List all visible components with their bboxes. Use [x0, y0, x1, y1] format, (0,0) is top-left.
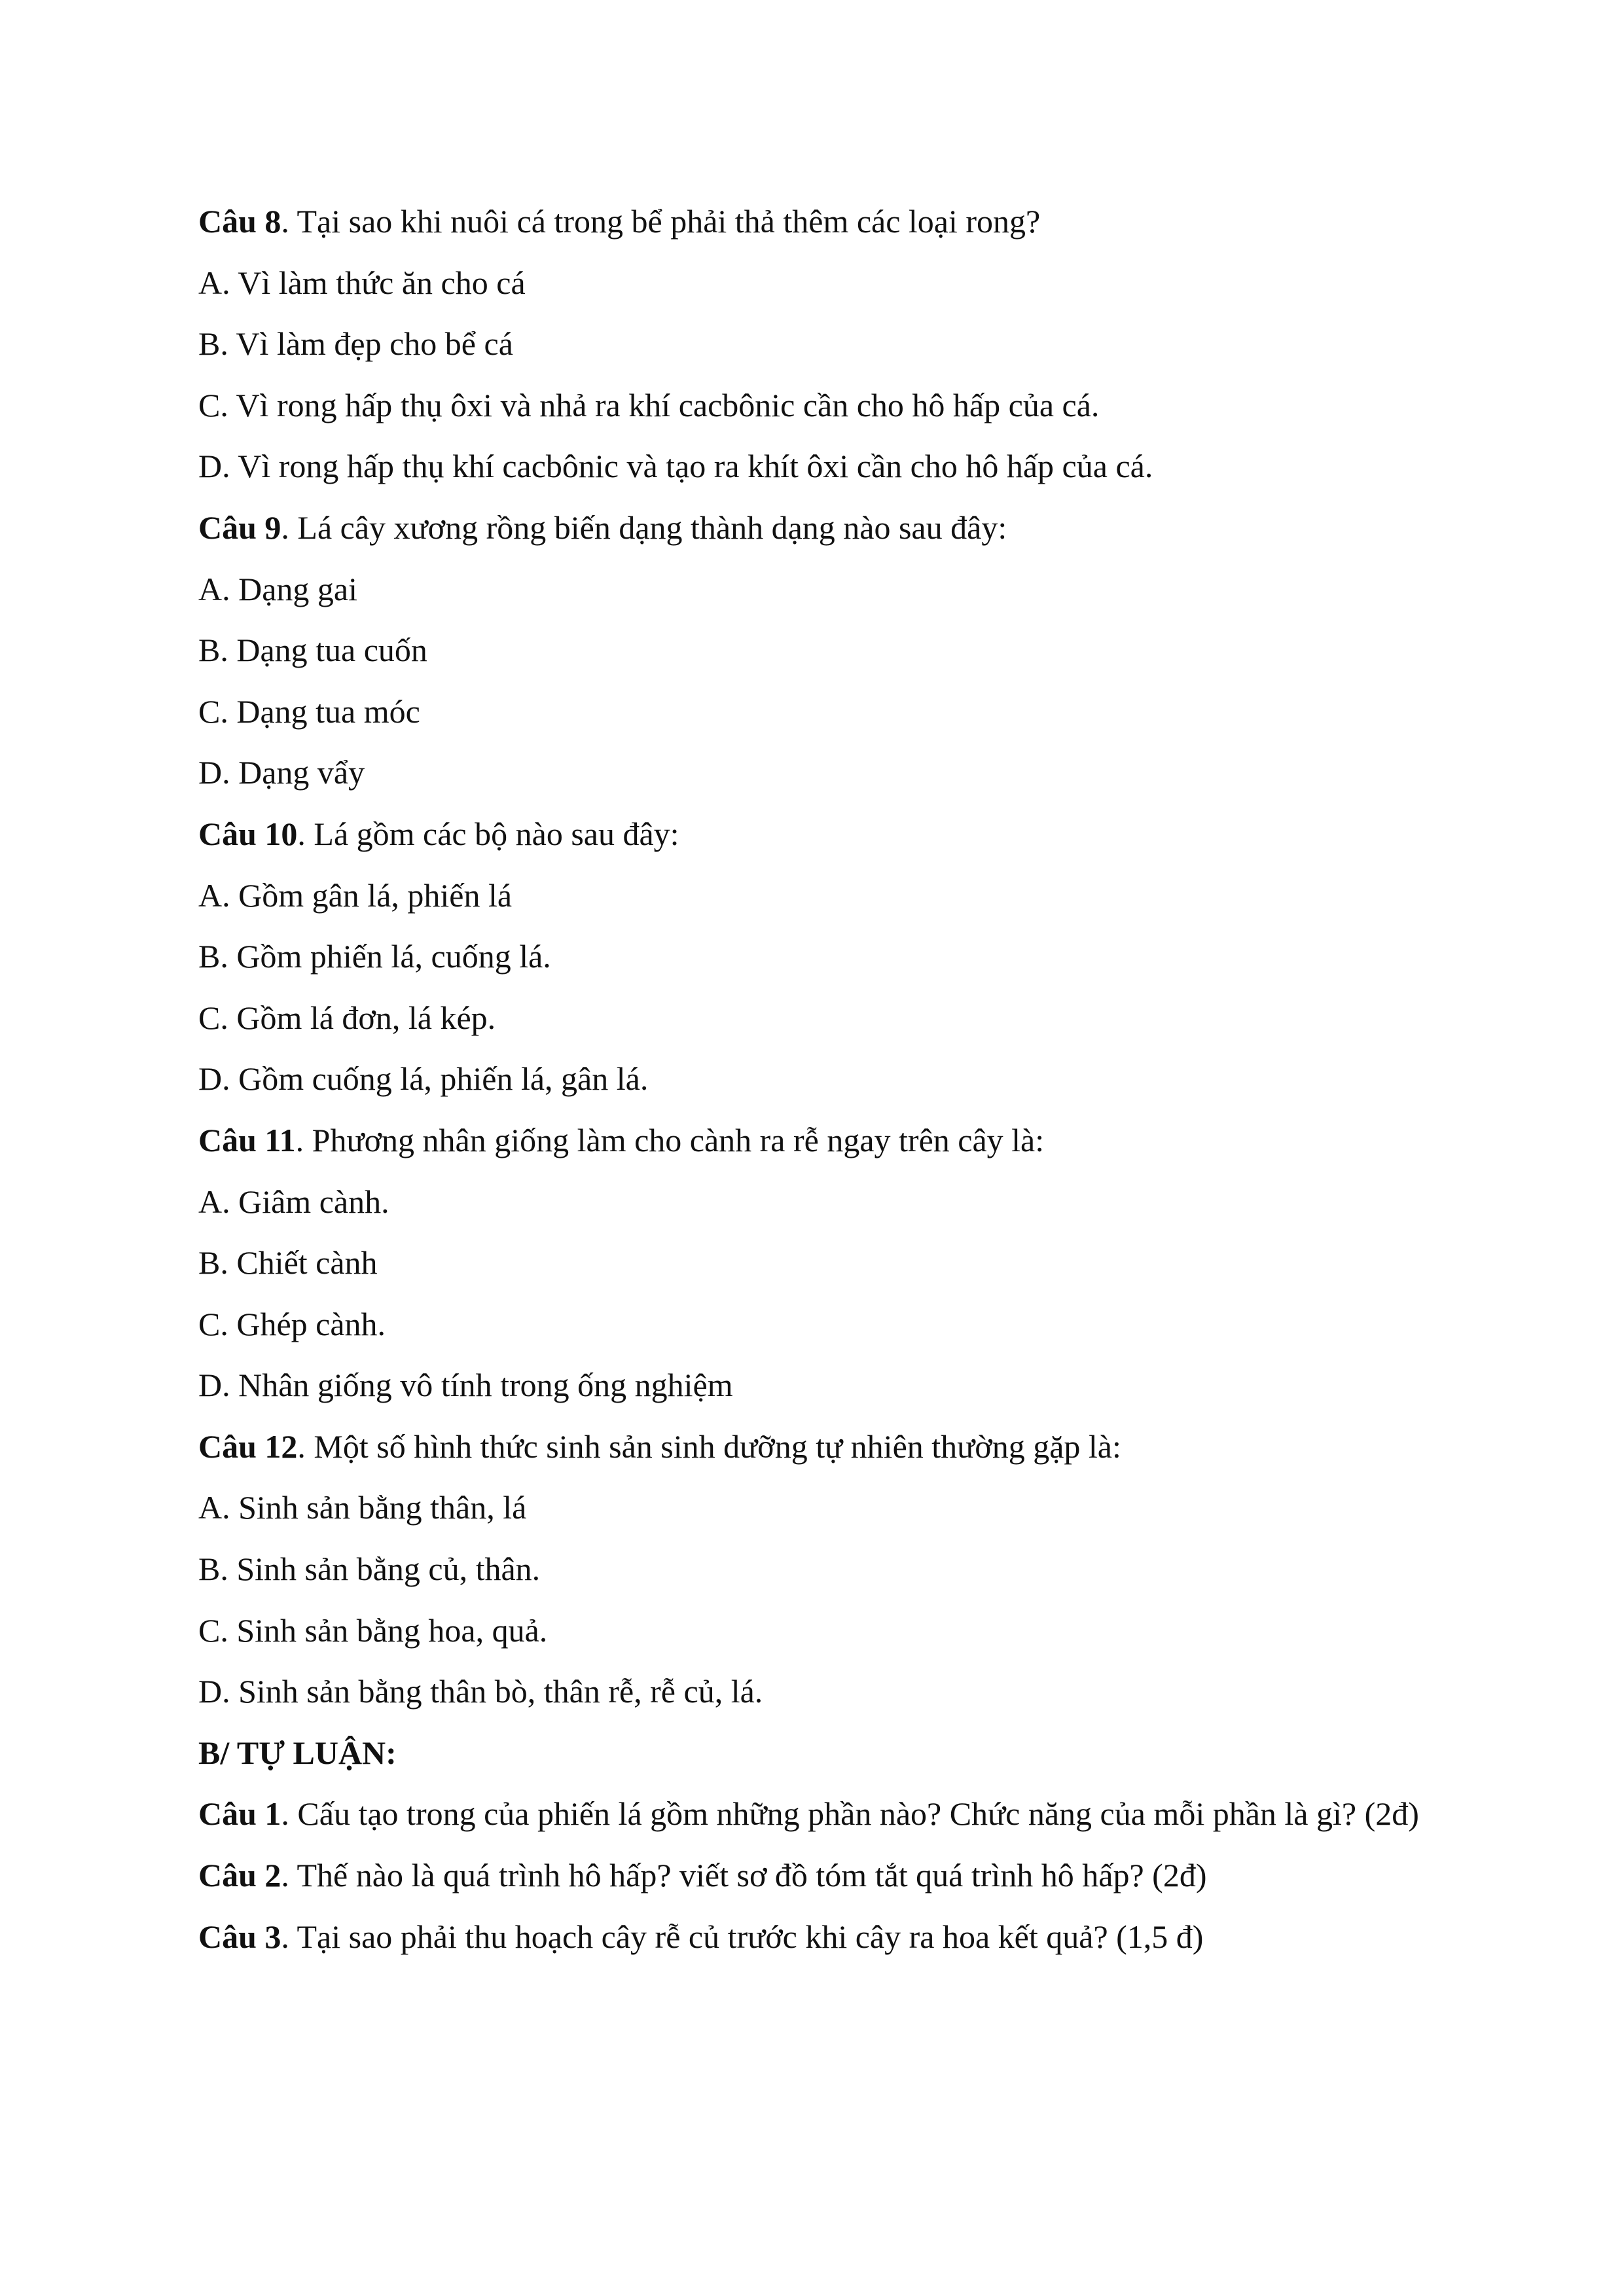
essay-question-3	[198, 1907, 1449, 1968]
question-text: . Cấu tạo trong của phiến lá gồm những phần nào? Chức năng của mỗi phần là gì? (2đ)	[281, 1795, 1419, 1833]
question-label: Câu 12	[198, 1427, 298, 1465]
question-label: Câu 1	[198, 1795, 281, 1833]
question-text: . Tại sao khi nuôi cá trong bể phải thả thêm các loại rong?	[281, 203, 1041, 240]
question-8-option-c: C. Vì rong hấp thụ ôxi và nhả ra khí cacbônic cần cho hô hấp của cá.	[198, 386, 1100, 423]
question-11-option-b: B. Chiết cành	[198, 1244, 378, 1282]
question-text: . Một số hình thức sinh sản sinh dưỡng tự nhiên thường gặp là:	[297, 1427, 1121, 1465]
question-8-option-a: A. Vì làm thức ăn cho cá	[198, 264, 526, 301]
question-9-option-b: B. Dạng tua cuốn	[198, 632, 427, 669]
question-text: . Lá gồm các bộ nào sau đây:	[297, 815, 679, 852]
question-text: . Thế nào là quá trình hô hấp? viết sơ đồ tóm tắt quá trình hô hấp? (2đ)	[281, 1857, 1207, 1894]
question-10	[198, 804, 1449, 865]
essay-question-1	[198, 1784, 1449, 1845]
question-12-option-c: C. Sinh sản bằng hoa, quả.	[198, 1611, 548, 1649]
question-9-option-d: D. Dạng vẩy	[198, 754, 365, 791]
question-9-option-c: C. Dạng tua móc	[198, 692, 420, 730]
question-label: Câu 3	[198, 1918, 281, 1955]
question-12-option-d: D. Sinh sản bằng thân bò, thân rễ, rễ củ, lá.	[198, 1673, 763, 1710]
question-10-option-c: C. Gồm lá đơn, lá kép.	[198, 999, 496, 1036]
question-8-option-d: D. Vì rong hấp thụ khí cacbônic và tạo ra khít ôxi cần cho hô hấp của cá.	[198, 448, 1153, 485]
question-12-option-b: B. Sinh sản bằng củ, thân.	[198, 1551, 541, 1588]
question-8	[198, 191, 1449, 253]
question-11-option-a: A. Giâm cành.	[198, 1183, 389, 1220]
question-9	[198, 497, 1449, 559]
section-essay-title: B/ TỰ LUẬN:	[198, 1734, 397, 1771]
question-label: Câu 10	[198, 815, 298, 852]
question-text: . Tại sao phải thu hoạch cây rễ củ trước khi cây ra hoa kết quả? (1,5 đ)	[281, 1918, 1204, 1955]
question-text: . Lá cây xương rồng biến dạng thành dạng nào sau đây:	[281, 509, 1007, 546]
question-label: Câu 8	[198, 203, 281, 240]
question-label: Câu 11	[198, 1121, 296, 1158]
question-8-option-b: B. Vì làm đẹp cho bể cá	[198, 325, 513, 363]
essay-question-2	[198, 1845, 1449, 1907]
document-content	[198, 191, 1449, 1967]
question-11-option-d: D. Nhân giống vô tính trong ống nghiệm	[198, 1367, 733, 1404]
question-label: Câu 2	[198, 1857, 281, 1894]
question-label: Câu 9	[198, 509, 281, 546]
question-12	[198, 1416, 1449, 1478]
question-text: . Phương nhân giống làm cho cành ra rễ ngay trên cây là:	[295, 1121, 1045, 1158]
question-9-option-a: A. Dạng gai	[198, 570, 357, 607]
question-10-option-b: B. Gồm phiến lá, cuống lá.	[198, 938, 551, 975]
question-11-option-c: C. Ghép cành.	[198, 1305, 386, 1342]
question-10-option-d: D. Gồm cuống lá, phiến lá, gân lá.	[198, 1060, 649, 1098]
question-11	[198, 1110, 1449, 1172]
question-10-option-a: A. Gồm gân lá, phiến lá	[198, 876, 513, 914]
question-12-option-a: A. Sinh sản bằng thân, lá	[198, 1489, 527, 1526]
